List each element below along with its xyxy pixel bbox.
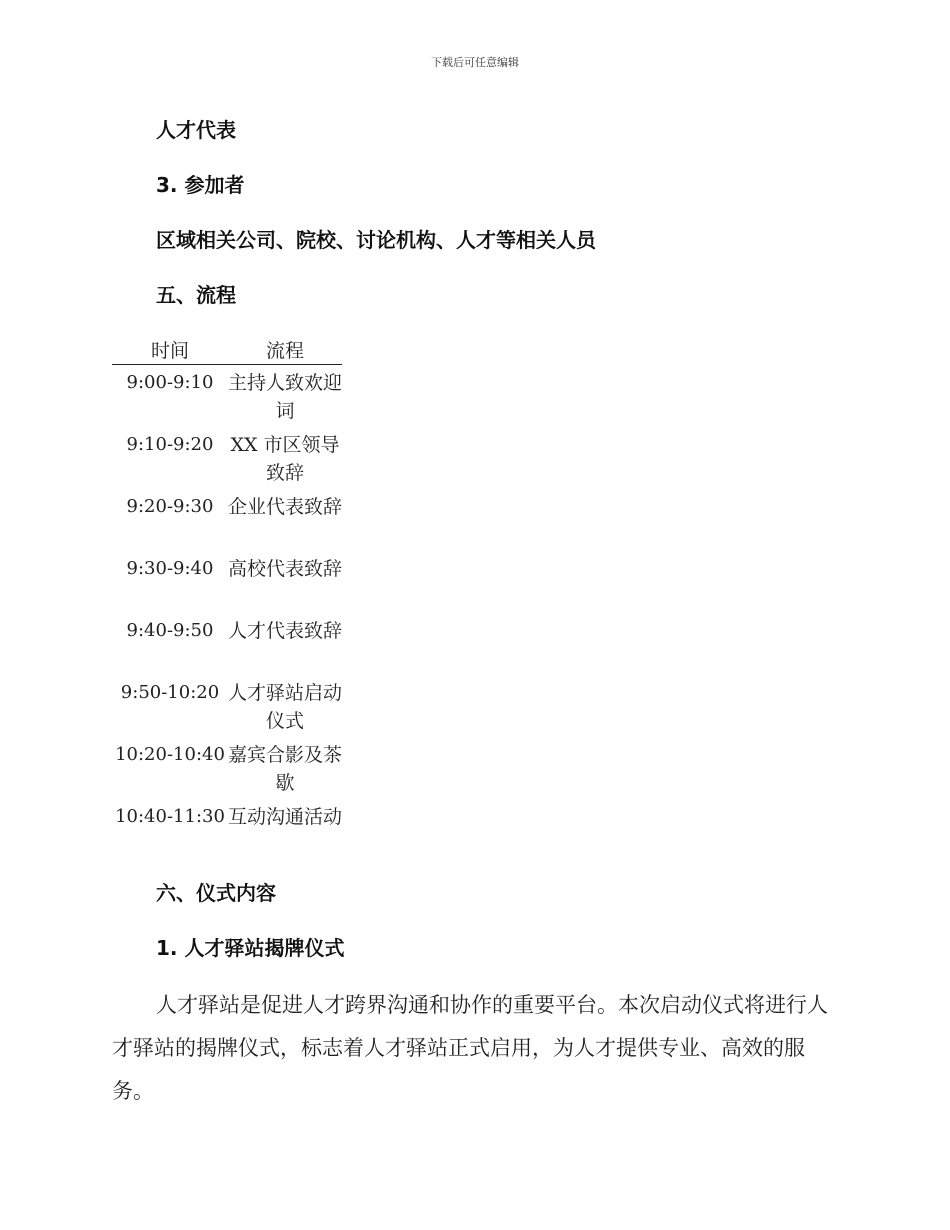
heading-talent-rep: 人才代表: [156, 118, 236, 142]
schedule-time: 9:50-10:20: [120, 682, 220, 703]
schedule-flow: 互动沟通活动: [228, 806, 343, 828]
heading-ceremony-content: 六、仪式内容: [156, 881, 276, 905]
schedule-flow: 企业代表致辞: [228, 496, 343, 518]
schedule-flow: 嘉宾合影及茶歇: [228, 744, 343, 794]
header-time: 时间: [112, 334, 228, 365]
table-row: [112, 365, 342, 432]
table-row: [112, 803, 342, 865]
body-paragraph: 人才驿站是促进人才跨界沟通和协作的重要平台。本次启动仪式将进行人才驿站的揭牌仪式，标志着人才驿站正式启用，为人才提供专业、高效的服务。: [112, 993, 828, 1103]
schedule-header-row: [112, 334, 342, 365]
schedule-time: 9:40-9:50: [126, 620, 214, 641]
schedule-flow: 主持人致欢迎词: [228, 372, 343, 422]
page-header-note: 下载后可任意编辑: [431, 56, 519, 69]
table-row: [112, 741, 342, 803]
schedule-time: 9:30-9:40: [126, 558, 214, 579]
heading-process: 五、流程: [156, 283, 236, 307]
schedule-flow: XX 市区领导致辞: [230, 434, 340, 484]
schedule-time: 9:20-9:30: [126, 496, 214, 517]
schedule-time: 10:20-10:40: [115, 744, 225, 765]
table-row: [112, 555, 342, 617]
schedule-flow: 人才驿站启动仪式: [228, 682, 343, 732]
schedule-table: [112, 334, 342, 865]
heading-unveiling: 1. 人才驿站揭牌仪式: [156, 936, 345, 960]
table-row: [112, 617, 342, 679]
heading-participants: 3. 参加者: [156, 173, 245, 197]
table-row: [112, 431, 342, 493]
schedule-time: 9:00-9:10: [126, 372, 214, 393]
participants-description: 区域相关公司、院校、讨论机构、人才等相关人员: [156, 228, 596, 252]
schedule-flow: 人才代表致辞: [228, 620, 343, 642]
table-row: [112, 493, 342, 555]
header-flow: 流程: [228, 334, 342, 365]
schedule-flow: 高校代表致辞: [228, 558, 343, 580]
table-row: [112, 679, 342, 741]
schedule-time: 9:10-9:20: [126, 434, 214, 455]
schedule-time: 10:40-11:30: [115, 806, 225, 827]
